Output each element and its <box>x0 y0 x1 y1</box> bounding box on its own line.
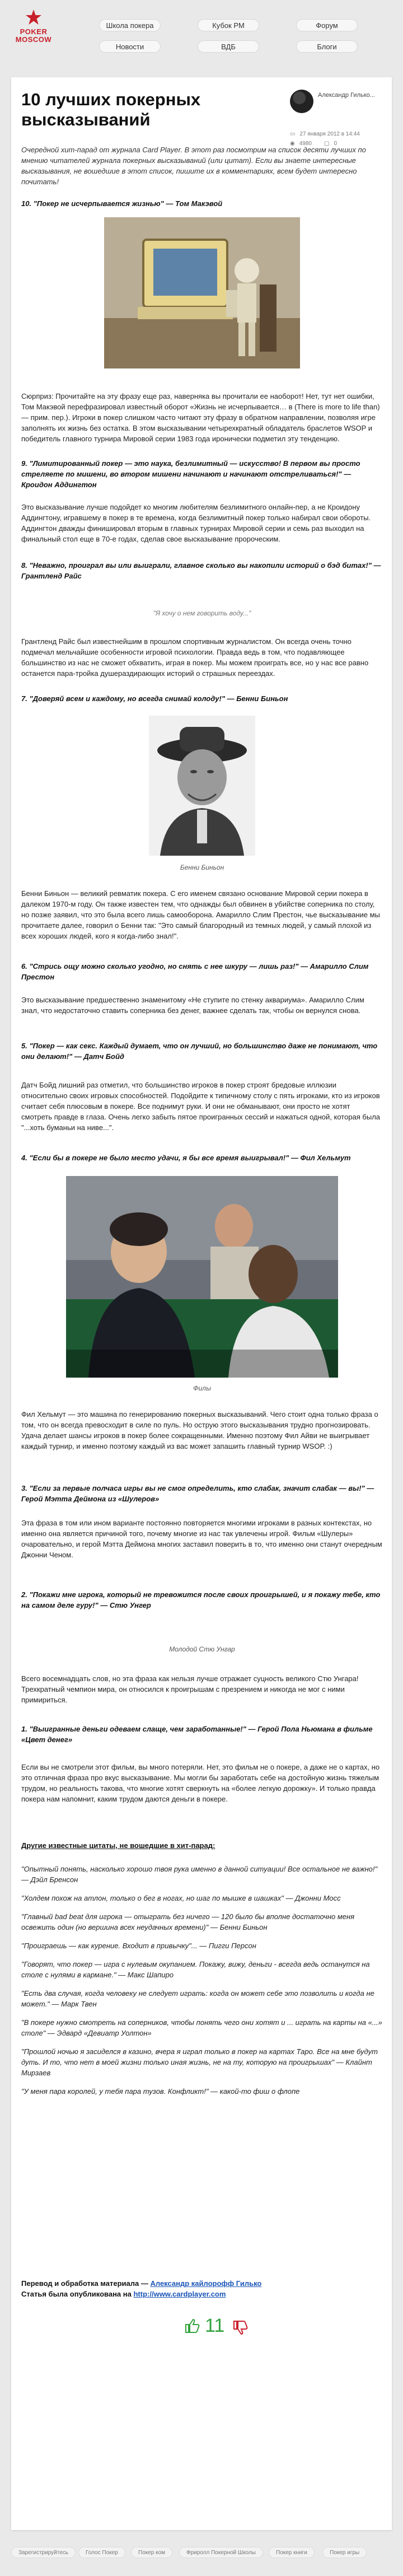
article-credits <box>21 2278 261 2299</box>
list-item: "В покере нужно смотреть на соперников, чтобы понять чего они хотят и ... играть на карты на «...» столе" — Эдвард «Девиатр Уолтон» <box>21 2018 382 2037</box>
section-10-body: Сюрприз: Прочитайте на эту фразу еще раз, наверняка вы прочитали ее наоборот! Нет, тут нет ошибки, Том Макэвой перефразировал известный оборот «Жизнь не исчерпывается… в (There is more to life than) — прим. пер.). Игроки в покер слишком часто читают эту фразу в обратном направлении, позволяя игре заполнять их жизнь без остатка. В этом высказывании четырехкратный обладатель браслетов WSOP и победитель главного турнира Мировой серии 1983 года иронически подметил эту тенденцию. <box>21 392 380 443</box>
list-item: "Проиграешь — как курение. Входит в привычку"... — Пигги Персон <box>21 1942 256 1950</box>
translation-label: Перевод и обработка материала — <box>21 2279 148 2288</box>
section-8-heading: 8. "Неважно, проиграл вы или выиграли, главное сколько вы накопили историй о бэд битах!" — Грантленд Райс <box>21 561 381 580</box>
section-5-body: Датч Бойд лишний раз отметил, что большинство игроков в покер строят бредовые иллюзии относительно своих игровых способностей. Подойдите к типичному столу с пять игроками, кто из игроков считает себя плюсовым в покере. Все поднимут руки. И они не обманывают, они просто не хотят смотреть правде в глаза. Очень легко забыть пятое проигранных сессий и нажаться одной, которая была "...хоть буманьи на ниве...". <box>21 1081 381 1132</box>
list-item: "Холдем похож на атлон, только о бег в ногах, но шаг по мышке в шашках" — Джонни Мосс <box>21 1894 341 1902</box>
logo-text-line1: POKER <box>20 27 48 36</box>
thumbs-up-icon[interactable] <box>184 2317 200 2337</box>
rating-count: 11 <box>205 2315 225 2336</box>
footer-link[interactable]: Зарегистрируйтесь <box>11 2547 76 2558</box>
section-2-heading: 2. "Покажи мне игрока, который не тревожится после своих проигрышей, и я покажу тебе, кто на самом деле гуру!" — Стю Унгер <box>21 1590 381 1609</box>
skeleton-at-computer-image <box>104 217 300 368</box>
section-3-body: Эта фраза в том или ином варианте постоянно повторяется многими игроками в разных контекстах, но именно она является причиной того, почему многие из нас так увлечены игрой. Фильм «Шулеры» очаровательно, и герой Мэтта Деймона многих заставил поверить в то, что именно они станут очередным Джонни Ченом. <box>21 1519 382 1559</box>
section-8-body: Грантленд Райс был известнейшим в прошлом спортивным журналистом. Он всегда очень точно подмечал мельчайшие особенности игровой психологии. Правда ведь в том, что подавляющее большинство из нас не сможет обхватить, играя в покер. Мы можем проиграть все, но у нас все равно останется пара-тройка душераздирающих историй о страшных переездах. <box>21 637 369 678</box>
thumbs-down-icon[interactable] <box>232 2320 249 2339</box>
section-5-heading: 5. "Покер — как секс. Каждый думает, что он лучший, но большинство даже не понимают, что они делают!" — Датч Бойд <box>21 1042 378 1061</box>
benny-binion-photo <box>149 716 255 856</box>
section-4-body: Фил Хельмут — это машина по генерированию покерных высказываний. Чего стоит одна только фраза о том, что он всегда превосходит в силе по пуль. Но острую этого высказывания трудно прогнозировать. Удача делает шансы игроков в покер более сокращенными. Именно поэтому Фил Айви не выигрывает каждый турнир, и именно поэтому каждый из вас может запашить главный турнир WSOP. :) <box>21 1410 378 1450</box>
source-label: Статья была опубликована на <box>21 2290 132 2298</box>
nav-item-blogs[interactable]: Блоги <box>296 40 358 53</box>
logo-star-icon <box>25 9 42 26</box>
view-count: 4980 <box>299 141 312 147</box>
list-item: "У меня пара королей, у тебя пара тузов. Конфликт!" — какой-то фиш о флопе <box>21 2087 300 2096</box>
eye-icon: ◉ <box>290 141 295 147</box>
section-1-body: Если вы не смотрели этот фильм, вы много потеряли. Нет, это фильм не о покере, а даже не о картах, но это отличная фраза про вкус высказывание. Мы могли бы заработать себе на достойную жизнь тяжелым трудом, но реальность такова, что многие хотят сверкнуть на «более легкую дорожку». И только правда покера нам напомнит, каким трудом даются деньги в покере. <box>21 1763 380 1803</box>
section-1-heading: 1. "Выигранные деньги одеваем слаще, чем заработанные!" — Герой Пола Ньюмана в фильме «Цвет денег» <box>21 1725 373 1744</box>
post-date: 27 января 2012 в 14:44 <box>299 131 360 137</box>
logo-text-line2: MOSCOW <box>15 35 52 44</box>
comment-count: 0 <box>334 141 337 147</box>
article-card <box>11 77 392 2530</box>
section-7-body: Бенни Биньон — великий ревматик покера. С его именем связано основание Мировой серии покера в далеком 1970-м году. Он также известен тем, что однажды был обвинен в убийстве соперника по столу, но позже заявил, что это была всего лишь самооборона. Амарилло Слим Престон, чье высказывание мы прочитаете далее, говорил о Бенни так: "Это самый благородный из темных людей, у самый плохой из всех хороших людей, кого я когда-либо знал!". <box>21 889 380 940</box>
list-item: "Прошлой ночью я засиделся в казино, вчера я играл только в покер на картах Таро. Все на мне будут дуть. И то, что нет в моей жизни только иная жизнь, не на ту, которую на проигрышах" — Клайнт Мирзаев <box>21 2047 378 2077</box>
section-2-body: Всего восемнадцать слов, но эта фраза как нельзя лучше отражает суцность великого Стю Унгара! Трехкратный чемпион мира, он относился к проигрышам с презрением и никогда не мог с ними примириться. <box>21 1674 359 1704</box>
nav-item-forum[interactable]: Форум <box>296 19 358 31</box>
source-link[interactable]: http://www.cardplayer.com <box>133 2290 226 2298</box>
list-item: "Опытный понять, насколько хорошо твоя рука именно в данной ситуации! Все остальное не важно!" — Дэйл Бренсон <box>21 1865 378 1884</box>
section-9-heading: 9. "Лимитированный покер — это наука, безлимитный — искусство! В первом вы просто стреляете по мишени, во втором мишени начинают и начинают отстреливаться!" — Кроидон Аддингтон <box>21 459 360 489</box>
nav-item-news[interactable]: Новости <box>99 40 161 53</box>
avatar[interactable] <box>290 90 313 113</box>
author-box <box>290 90 383 147</box>
section-4-heading: 4. "Если бы в покере не было место удачи, я бы все время выигрывал!" — Фил Хельмут <box>21 1154 351 1162</box>
footer-link[interactable]: Покер книги <box>269 2547 315 2558</box>
site-header <box>0 0 403 66</box>
calendar-icon: ▭ <box>290 131 296 137</box>
article-lead: Очередной хит-парад от журнала Card Player. В этот раз посмотрим на список десяти лучших по мнению читателей журнала покерных высказываний (или цитат). Если вы знаете интересные высказывания, не вошедшие в этот список, пишите их в комментариях, всем будет интересно почитать! <box>21 146 366 186</box>
more-quotes-list <box>21 1864 383 2104</box>
section-7-heading: 7. "Доверяй всем и каждому, но всегда снимай колоду!" — Бенни Биньон <box>21 694 288 703</box>
article-title: 10 лучших покерных высказываний <box>21 90 201 129</box>
list-item: "Главный bad beat для игрока — отыграть без ничего — 120 было бы вполне достаточно меня освежить один (но вершина всех неудачных времени)" — Бенни Биньон <box>21 1912 355 1931</box>
footer-link[interactable]: Покер игры <box>322 2547 367 2558</box>
nav-item-vdb[interactable]: ВДБ <box>198 40 259 53</box>
section-6-body: Это высказывание предшественно знаменитому «Не ступите по стенку аквариума». Амарилло Слим знал, что недостаточно ставить соперника без денег, важнее сделать так, чтобы он вернулся снова. <box>21 996 364 1015</box>
site-logo[interactable] <box>11 8 56 62</box>
section-4-caption: Филы <box>193 1384 211 1392</box>
section-6-heading: 6. "Стрись ощу можно сколько угодно, но снять с нее шкуру — лишь раз!" — Амарилло Слим Престон <box>21 962 369 981</box>
footer-link[interactable]: Голос Покер <box>78 2547 125 2558</box>
section-9-body: Это высказывание лучше подойдет ко многим любителям безлимитного онлайн-пер, а не Кроидону Аддингтону, игравшему в покер в те времена, когда безлимитный покер только набирал свои обороты. Аддингтон дважды финишировал вторым в главных турнирах Мировой серии и семь раз выходил на финальный стол еще в 70-е годах, сделав свое высказывание пророческим. <box>21 503 371 543</box>
section-7-caption: Бенни Биньон <box>180 864 224 871</box>
more-quotes-title: Другие известные цитаты, не вошедшие в хит-парад: <box>21 1841 215 1850</box>
article-rating <box>184 2312 251 2345</box>
list-item: "Есть два случая, когда человеку не следует играть: когда он может себе это позволить и когда не может." — Марк Твен <box>21 1989 374 2008</box>
section-3-heading: 3. "Если за первые полчаса игры вы не смог определить, кто слабак, значит слабак — вы!" — Герой Мэтта Деймона из «Шулеров» <box>21 1484 374 1503</box>
nav-item-cup[interactable]: Кубок РМ <box>198 19 259 31</box>
site-footer <box>11 2547 392 2563</box>
section-10-heading: 10. "Покер не исчерпывается жизнью" — Том Макэвой <box>21 199 223 208</box>
nav-item-poker-school[interactable]: Школа покера <box>99 19 161 31</box>
footer-link[interactable]: Фриролл Покерной Школы <box>179 2547 263 2558</box>
author-name[interactable]: Александр Гилько... <box>318 92 375 99</box>
phil-hellmuth-ivey-photo <box>66 1176 338 1378</box>
section-8-pull-quote: "Я хочу о нем говорить воду..." <box>153 609 251 617</box>
footer-link[interactable]: Покер ком <box>131 2547 172 2558</box>
list-item: "Говорят, что покер — игра с нулевым окупанием. Покажу, вижу, деньги - всегда ведь останутся на столе с нулями в кармане." — Макс Шапиро <box>21 1960 370 1979</box>
translator-link[interactable]: Александр кайлорофф Гилько <box>150 2279 262 2288</box>
comment-icon: ▢ <box>324 141 330 147</box>
section-2-caption: Молодой Стю Унгар <box>169 1645 235 1653</box>
